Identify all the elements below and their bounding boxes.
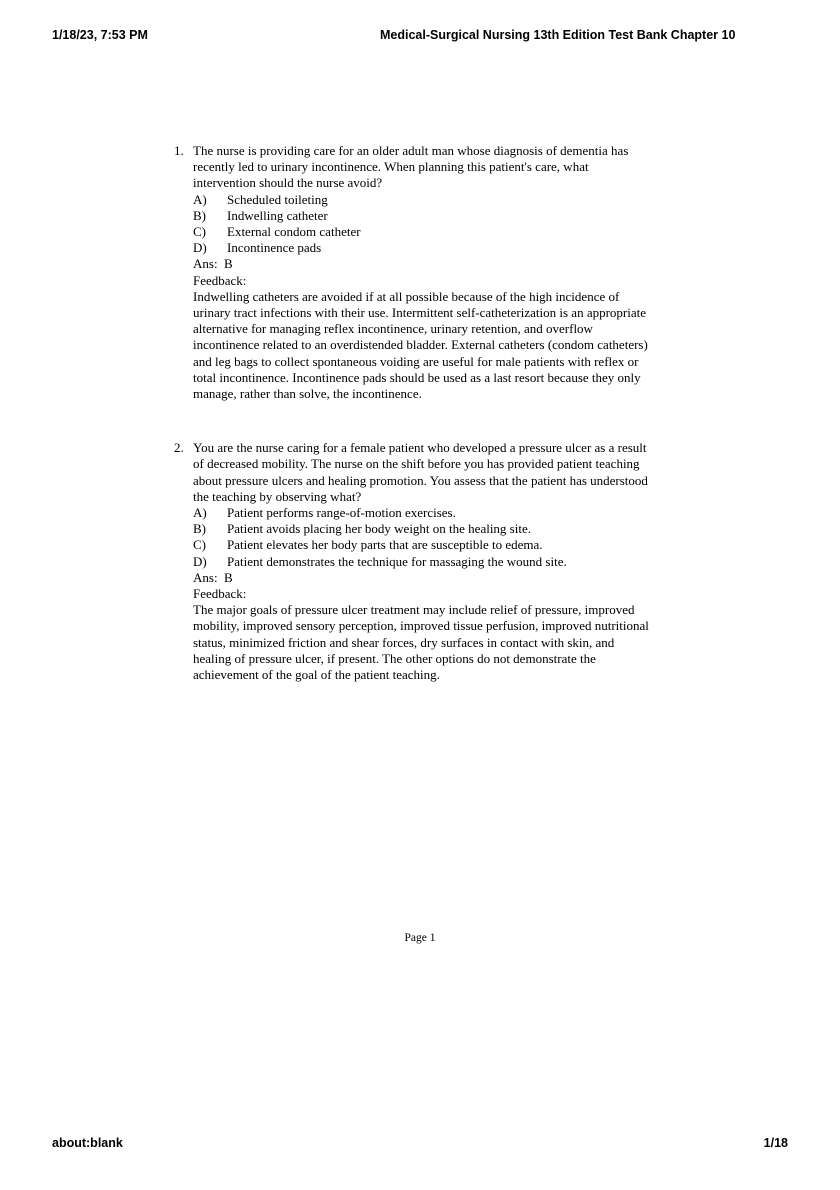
answer-option: [193, 192, 734, 208]
option-letter: A): [193, 191, 207, 207]
option-text: Patient performs range-of-motion exercises.: [227, 505, 456, 521]
answer-line: [193, 570, 734, 586]
answer-option: [193, 554, 734, 570]
feedback-line: mobility, improved sensory perception, improved tissue perfusion, improved nutritional: [193, 618, 649, 634]
option-text: Incontinence pads: [227, 240, 322, 256]
feedback-line: urinary tract infections with their use. Intermittent self-catheterization is an appropriate: [193, 305, 647, 321]
option-text: Patient avoids placing her body weight on the healing site.: [227, 521, 531, 537]
document-page-label: Page 1: [404, 932, 436, 944]
question-stem-line: of decreased mobility. The nurse on the shift before you has provided patient teaching: [193, 456, 640, 472]
feedback-line: status, minimized friction and shear forces, dry surfaces in contact with skin, and: [193, 634, 615, 650]
answer-line: [193, 256, 734, 272]
option-letter: A): [193, 505, 207, 521]
print-header-title: Medical-Surgical Nursing 13th Edition Test Bank Chapter 10: [380, 28, 736, 42]
option-text: Scheduled toileting: [227, 191, 328, 207]
feedback-line: achievement of the goal of the patient teaching.: [193, 667, 440, 683]
question-stem-line: intervention should the nurse avoid?: [193, 175, 383, 191]
option-text: Indwelling catheter: [227, 207, 328, 223]
option-letter: B): [193, 521, 206, 537]
feedback-line: healing of pressure ulcer, if present. The other options do not demonstrate the: [193, 650, 596, 666]
question-body: [193, 143, 734, 402]
feedback-line: incontinence related to an overdistended bladder. External catheters (condom catheters): [193, 337, 648, 353]
document-content: [174, 143, 734, 683]
option-letter: D): [193, 553, 207, 569]
question-stem-line: recently led to urinary incontinence. When planning this patient's care, what: [193, 159, 589, 175]
question-stem-line: The nurse is providing care for an older adult man whose diagnosis of dementia has: [193, 143, 629, 158]
feedback-line: manage, rather than solve, the incontinence.: [193, 386, 422, 402]
answer-value: B: [224, 256, 233, 272]
option-text: External condom catheter: [227, 224, 361, 240]
question-list: [174, 143, 734, 683]
feedback-label: Feedback:: [193, 586, 247, 602]
feedback-line: alternative for managing reflex incontinence, urinary retention, and overflow: [193, 321, 593, 337]
print-footer-page-indicator: 1/18: [763, 1136, 788, 1150]
answer-option: [193, 505, 734, 521]
answer-option: [193, 208, 734, 224]
answer-option: [193, 240, 734, 256]
question-stem-line: the teaching by observing what?: [193, 488, 362, 504]
answer-label: Ans:: [193, 569, 218, 585]
print-footer-url: about:blank: [52, 1136, 123, 1150]
feedback-line: The major goals of pressure ulcer treatment may include relief of pressure, improved: [193, 602, 635, 618]
feedback-line: total incontinence. Incontinence pads should be used as a last resort because they only: [193, 369, 641, 385]
answer-option: [193, 224, 734, 240]
question-stem-line: about pressure ulcers and healing promotion. You assess that the patient has understood: [193, 472, 648, 488]
option-letter: B): [193, 207, 206, 223]
option-letter: C): [193, 224, 206, 240]
question-number: 1.: [174, 143, 184, 158]
option-text: Patient demonstrates the technique for massaging the wound site.: [227, 553, 567, 569]
feedback-label: Feedback:: [193, 272, 247, 288]
feedback-line: and leg bags to collect spontaneous voiding are useful for male patients with reflex or: [193, 353, 639, 369]
answer-option: [193, 537, 734, 553]
question: [174, 440, 734, 683]
question-number: 2.: [174, 440, 184, 456]
question-body: [193, 440, 734, 683]
option-text: Patient elevates her body parts that are susceptible to edema.: [227, 537, 543, 553]
answer-value: B: [224, 569, 233, 585]
answer-label: Ans:: [193, 256, 218, 272]
feedback-line: Indwelling catheters are avoided if at all possible because of the high incidence of: [193, 288, 620, 304]
question: [174, 143, 734, 402]
option-letter: D): [193, 240, 207, 256]
question-stem-line: You are the nurse caring for a female patient who developed a pressure ulcer as a result: [193, 440, 647, 456]
print-header-datetime: 1/18/23, 7:53 PM: [52, 28, 148, 42]
answer-option: [193, 521, 734, 537]
option-letter: C): [193, 537, 206, 553]
